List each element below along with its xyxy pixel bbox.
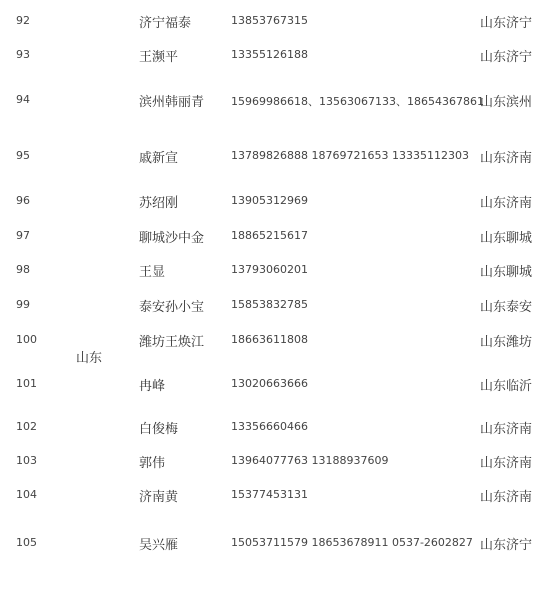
table-row — [0, 147, 550, 165]
contact-name: 苏绍刚 — [139, 196, 179, 211]
contact-name: 吴兴雁 — [139, 538, 179, 553]
row-number: 103 — [16, 454, 37, 467]
phone-numbers: 13356660466 — [231, 420, 308, 433]
row-number: 99 — [16, 298, 30, 311]
row-number: 100 — [16, 333, 37, 346]
region: 山东济南 — [480, 151, 533, 166]
contact-name: 泰安孙小宝 — [139, 300, 205, 315]
table-row — [0, 227, 550, 245]
table-row — [0, 261, 550, 279]
table-row — [0, 375, 550, 393]
contact-name: 王濒平 — [139, 50, 179, 65]
region: 山东济南 — [480, 196, 533, 211]
region: 山东济南 — [480, 456, 533, 471]
contact-name: 潍坊王焕江 — [139, 335, 205, 350]
contact-name: 济南黄 — [139, 490, 179, 505]
phone-numbers: 13793060201 — [231, 263, 308, 276]
row-number: 97 — [16, 229, 30, 242]
table-row — [0, 534, 550, 552]
region: 山东潍坊 — [480, 335, 533, 350]
region: 山东泰安 — [480, 300, 533, 315]
region: 山东聊城 — [480, 265, 533, 280]
contact-name: 郭伟 — [139, 456, 166, 471]
province-merged-cell: 山东 — [76, 351, 103, 366]
table-row — [0, 418, 550, 436]
contact-name: 聊城沙中金 — [139, 231, 205, 246]
region: 山东济南 — [480, 490, 533, 505]
row-number: 98 — [16, 263, 30, 276]
phone-numbers: 13789826888 18769721653 13335112303 — [231, 149, 469, 162]
row-number: 94 — [16, 93, 30, 106]
region: 山东聊城 — [480, 231, 533, 246]
row-number: 96 — [16, 194, 30, 207]
table-row — [0, 12, 550, 30]
phone-numbers: 15053711579 18653678911 0537-2602827 — [231, 536, 473, 549]
region: 山东临沂 — [480, 379, 533, 394]
table-row — [0, 46, 550, 64]
region: 山东滨州 — [480, 95, 533, 110]
phone-numbers: 13853767315 — [231, 14, 308, 27]
phone-numbers: 15969986618、13563067133、18654367861 — [231, 95, 484, 108]
region: 山东济宁 — [480, 538, 533, 553]
table-row — [0, 296, 550, 314]
row-number: 92 — [16, 14, 30, 27]
table-row — [0, 192, 550, 210]
phone-numbers: 13020663666 — [231, 377, 308, 390]
region: 山东济宁 — [480, 16, 533, 31]
phone-numbers: 18663611808 — [231, 333, 308, 346]
phone-numbers: 15377453131 — [231, 488, 308, 501]
phone-numbers: 13355126188 — [231, 48, 308, 61]
row-number: 105 — [16, 536, 37, 549]
contact-name: 冉峰 — [139, 379, 166, 394]
contact-name: 济宁福泰 — [139, 16, 192, 31]
contact-name: 白俊梅 — [139, 422, 179, 437]
region: 山东济南 — [480, 422, 533, 437]
contact-name: 王显 — [139, 265, 166, 280]
phone-numbers: 13964077763 13188937609 — [231, 454, 389, 467]
row-number: 95 — [16, 149, 30, 162]
phone-numbers: 18865215617 — [231, 229, 308, 242]
region: 山东济宁 — [480, 50, 533, 65]
phone-numbers: 15853832785 — [231, 298, 308, 311]
contact-name: 滨州韩丽青 — [139, 95, 205, 110]
row-number: 102 — [16, 420, 37, 433]
row-number: 104 — [16, 488, 37, 501]
table-row — [0, 486, 550, 504]
contact-name: 戚新宣 — [139, 151, 179, 166]
phone-numbers: 13905312969 — [231, 194, 308, 207]
table-row — [0, 91, 550, 109]
table-row — [0, 452, 550, 470]
row-number: 101 — [16, 377, 37, 390]
row-number: 93 — [16, 48, 30, 61]
